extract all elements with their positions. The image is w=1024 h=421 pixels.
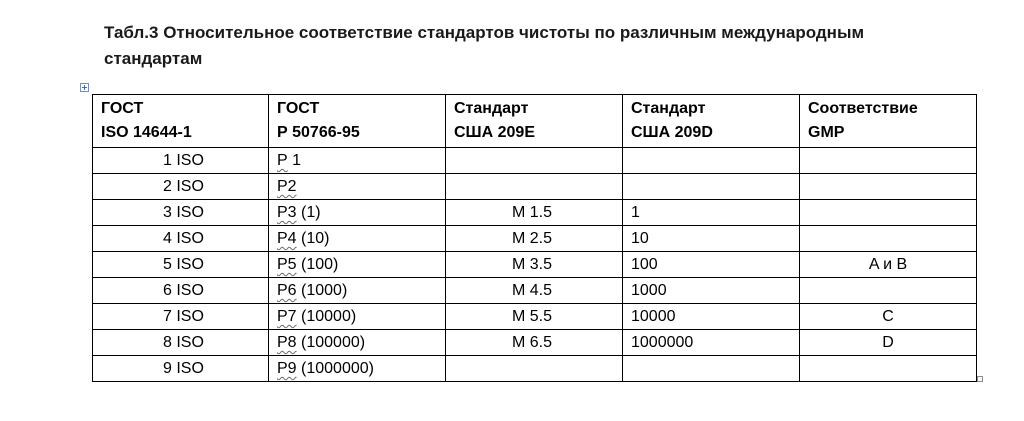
- cell-us-209e: M 6.5: [446, 330, 623, 356]
- cell-us-209d: 100: [623, 252, 800, 278]
- cell-us-209e: M 5.5: [446, 304, 623, 330]
- cell-gost-r-rest: (1000000): [296, 360, 374, 377]
- cell-gost-r-prefix: Р4: [277, 230, 297, 247]
- header-line: ГОСТ: [277, 100, 320, 117]
- cell-us-209e: M 1.5: [446, 200, 623, 226]
- cell-gost-r: [269, 174, 446, 200]
- cell-us-209e: M 2.5: [446, 226, 623, 252]
- header-cell-us-209e: [446, 95, 623, 148]
- cell-gmp: [800, 174, 977, 200]
- table-row: [93, 252, 977, 278]
- cell-gost-r-rest: (10): [296, 230, 330, 247]
- header-cell-us-209d: [623, 95, 800, 148]
- cell-us-209d: 1: [623, 200, 800, 226]
- cell-gost-r-prefix: Р5: [277, 256, 297, 273]
- cell-gost-r-prefix: Р8: [277, 334, 297, 351]
- cell-gost-r: [269, 330, 446, 356]
- cell-gost-r: [269, 356, 446, 382]
- cell-us-209e: [446, 356, 623, 382]
- header-cell-gost-r: [269, 95, 446, 148]
- cell-us-209d: 1000000: [623, 330, 800, 356]
- table-row: [93, 226, 977, 252]
- cell-gost-r-prefix: Р3: [277, 204, 297, 221]
- header-line: ГОСТ: [101, 100, 144, 117]
- cell-iso: 3 ISO: [93, 200, 269, 226]
- cell-gmp: [800, 148, 977, 174]
- cell-gost-r-prefix: Р7: [277, 308, 297, 325]
- cell-gmp: [800, 278, 977, 304]
- table-row: [93, 330, 977, 356]
- header-cell-gmp: [800, 95, 977, 148]
- table-header-row: [93, 95, 977, 148]
- cell-gost-r: [269, 200, 446, 226]
- cell-gost-r-prefix: Р6: [277, 282, 297, 299]
- cell-us-209d: [623, 174, 800, 200]
- cell-gmp: D: [800, 330, 977, 356]
- cell-gmp: [800, 200, 977, 226]
- cell-iso: 8 ISO: [93, 330, 269, 356]
- cell-us-209d: 10: [623, 226, 800, 252]
- table-row: [93, 148, 977, 174]
- cell-gost-r-rest: (1000): [296, 282, 348, 299]
- cell-gost-r-prefix: Р2: [277, 178, 297, 195]
- cell-gost-r-rest: 1: [287, 152, 302, 169]
- table-row: [93, 304, 977, 330]
- cell-gost-r-prefix: Р9: [277, 360, 297, 377]
- cell-iso: 7 ISO: [93, 304, 269, 330]
- cell-gost-r: [269, 226, 446, 252]
- cell-iso: 6 ISO: [93, 278, 269, 304]
- header-line: Соответствие: [808, 100, 918, 117]
- header-line: Стандарт: [631, 100, 706, 117]
- table-row: [93, 356, 977, 382]
- cell-gmp: C: [800, 304, 977, 330]
- table-row: [93, 200, 977, 226]
- cell-us-209d: [623, 148, 800, 174]
- table-row: [93, 174, 977, 200]
- cell-us-209e: M 4.5: [446, 278, 623, 304]
- table-row: [93, 278, 977, 304]
- cell-us-209e: [446, 174, 623, 200]
- cell-gost-r: [269, 148, 446, 174]
- header-line: ISO 14644-1: [101, 124, 192, 141]
- cell-iso: 4 ISO: [93, 226, 269, 252]
- cell-us-209d: 1000: [623, 278, 800, 304]
- header-line: США 209Е: [454, 124, 535, 141]
- cell-gost-r-rest: (10000): [296, 308, 357, 325]
- cell-gost-r-prefix: Р: [277, 152, 288, 169]
- cell-iso: 2 ISO: [93, 174, 269, 200]
- cleanliness-standards-table: [92, 94, 977, 382]
- cell-us-209e: M 3.5: [446, 252, 623, 278]
- cell-gost-r-rest: (1): [296, 204, 321, 221]
- cell-gost-r-rest: (100000): [296, 334, 366, 351]
- cell-gmp: A и B: [800, 252, 977, 278]
- cell-iso: 5 ISO: [93, 252, 269, 278]
- table-move-handle-icon[interactable]: [80, 83, 89, 92]
- header-line: Стандарт: [454, 100, 529, 117]
- header-line: GMP: [808, 124, 845, 141]
- cell-gmp: [800, 356, 977, 382]
- cell-gmp: [800, 226, 977, 252]
- header-line: Р 50766-95: [277, 124, 360, 141]
- cell-gost-r-rest: (100): [296, 256, 339, 273]
- cell-gost-r: [269, 304, 446, 330]
- cell-us-209e: [446, 148, 623, 174]
- cell-gost-r: [269, 252, 446, 278]
- table-caption: Табл.3 Относительное соответствие стандартов чистоты по различным международным стандартам: [104, 23, 865, 68]
- cell-iso: 1 ISO: [93, 148, 269, 174]
- cell-us-209d: [623, 356, 800, 382]
- header-cell-gost-iso: [93, 95, 269, 148]
- header-line: США 209D: [631, 124, 713, 141]
- cell-gost-r: [269, 278, 446, 304]
- cell-us-209d: 10000: [623, 304, 800, 330]
- cell-iso: 9 ISO: [93, 356, 269, 382]
- table-resize-handle-icon[interactable]: [977, 376, 983, 382]
